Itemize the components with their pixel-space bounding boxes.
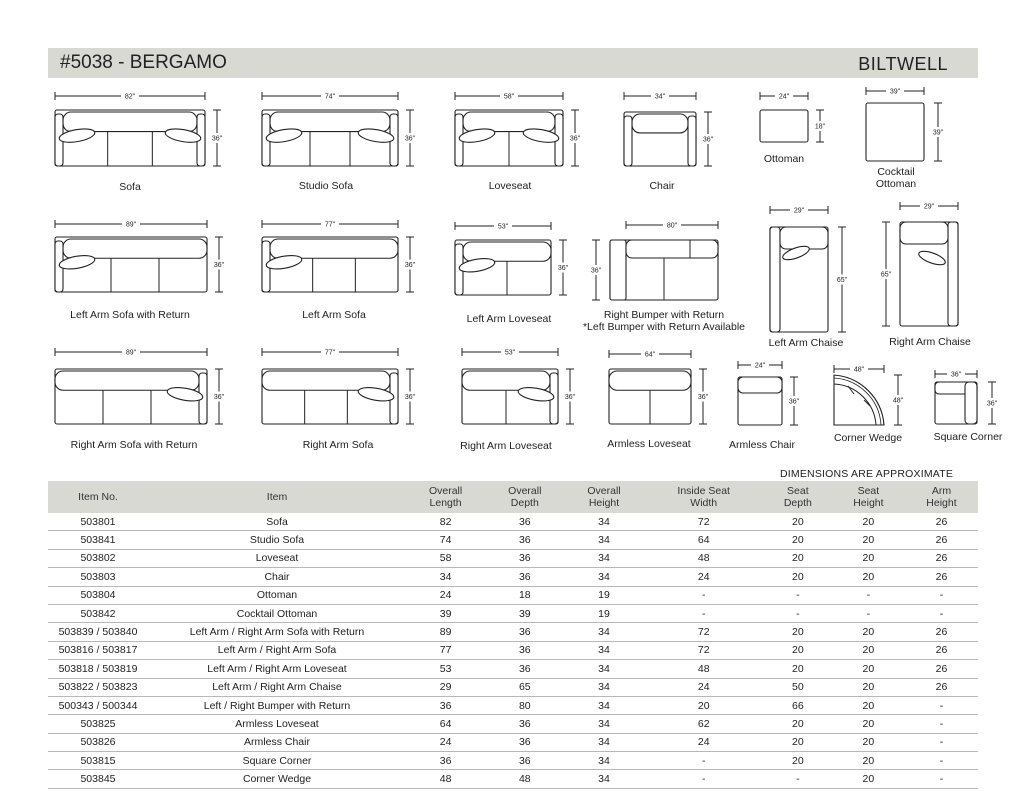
table-cell: 34	[564, 696, 643, 714]
table-cell: 503841	[48, 531, 148, 549]
armless-chair-drawing	[729, 360, 801, 451]
table-cell: 34	[564, 678, 643, 696]
table-cell: 20	[832, 531, 905, 549]
table-cell: -	[764, 604, 832, 622]
svg-text:Square Corner: Square Corner	[933, 431, 1003, 443]
column-header: Inside Seat Width	[677, 485, 730, 509]
table-cell: 82	[406, 513, 485, 531]
table-cell: 34	[406, 568, 485, 586]
svg-text:Studio Sofa: Studio Sofa	[298, 180, 354, 192]
svg-text:Ottoman: Ottoman	[763, 153, 805, 165]
svg-text:Cocktail: Cocktail	[877, 166, 915, 178]
svg-text:29": 29"	[923, 203, 935, 211]
table-row	[48, 641, 978, 659]
svg-text:36": 36"	[404, 394, 416, 401]
svg-text:48": 48"	[853, 366, 865, 374]
table-cell: 65	[485, 678, 564, 696]
table-cell: 34	[564, 513, 643, 531]
svg-text:39": 39"	[932, 129, 944, 137]
svg-text:89": 89"	[125, 221, 137, 229]
left-arm-sofa-return-drawing	[55, 219, 226, 321]
table-cell: 72	[644, 623, 764, 641]
table-cell: 20	[764, 623, 832, 641]
svg-text:24": 24"	[778, 93, 790, 101]
table-cell: 39	[406, 604, 485, 622]
table-cell: 20	[764, 568, 832, 586]
table-cell: -	[905, 604, 978, 622]
table-cell: 19	[564, 604, 643, 622]
left-arm-chaise-drawing	[769, 205, 849, 349]
table-cell: 34	[564, 549, 643, 567]
svg-text:24": 24"	[754, 362, 766, 370]
left-arm-loveseat-drawing	[455, 221, 570, 325]
svg-text:Armless Chair: Armless Chair	[729, 439, 795, 451]
table-cell: 36	[485, 513, 564, 531]
svg-text:36": 36"	[564, 394, 576, 401]
svg-text:Left Arm Sofa: Left Arm Sofa	[302, 309, 366, 321]
table-cell: -	[764, 586, 832, 604]
table-cell: -	[905, 770, 978, 788]
table-cell: 36	[406, 752, 485, 770]
svg-text:36": 36"	[569, 135, 581, 143]
table-cell: -	[905, 586, 978, 604]
table-cell: 53	[406, 660, 485, 678]
svg-text:34": 34"	[654, 93, 666, 101]
svg-text:Loveseat: Loveseat	[488, 180, 532, 192]
right-arm-chaise-drawing	[879, 201, 971, 348]
table-cell: 34	[564, 623, 643, 641]
table-cell: 34	[564, 715, 643, 733]
table-cell: Cocktail Ottoman	[148, 604, 406, 622]
table-cell: Left Arm / Right Arm Sofa	[148, 641, 406, 659]
table-cell: 503826	[48, 733, 148, 751]
loveseat-drawing	[455, 91, 582, 192]
svg-text:Right Arm Chaise: Right Arm Chaise	[889, 336, 971, 348]
table-cell: 26	[905, 549, 978, 567]
svg-text:*Left Bumper with Return Avail: *Left Bumper with Return Available	[582, 321, 746, 333]
table-cell: 20	[832, 660, 905, 678]
table-cell: 72	[644, 513, 764, 531]
table-row	[48, 678, 978, 696]
svg-text:65": 65"	[880, 271, 892, 279]
table-cell: Left Arm / Right Arm Sofa with Return	[148, 623, 406, 641]
svg-text:36": 36"	[697, 394, 709, 401]
svg-text:Sofa: Sofa	[119, 181, 141, 193]
svg-text:Right Arm Sofa with Return: Right Arm Sofa with Return	[70, 439, 198, 451]
dimensions-note: DIMENSIONS ARE APPROXIMATE	[780, 468, 954, 480]
table-cell: 66	[764, 696, 832, 714]
svg-text:74": 74"	[324, 93, 336, 101]
table-cell: 58	[406, 549, 485, 567]
armless-loveseat-drawing	[607, 349, 710, 450]
table-cell: 36	[485, 641, 564, 659]
table-row	[48, 770, 978, 788]
table-cell: 24	[406, 586, 485, 604]
sofa-drawing	[55, 91, 224, 193]
table-cell: 20	[832, 770, 905, 788]
table-row	[48, 752, 978, 770]
table-cell: 34	[564, 641, 643, 659]
table-cell: 20	[764, 715, 832, 733]
table-row	[48, 623, 978, 641]
table-cell: 34	[564, 660, 643, 678]
table-cell: 20	[764, 641, 832, 659]
table-cell: 39	[485, 604, 564, 622]
table-cell: 24	[406, 733, 485, 751]
svg-text:Right Arm Loveseat: Right Arm Loveseat	[460, 440, 552, 452]
table-cell: 20	[832, 752, 905, 770]
table-cell: 503801	[48, 513, 148, 531]
table-cell: 24	[644, 733, 764, 751]
table-cell: 36	[485, 568, 564, 586]
table-cell: 36	[485, 660, 564, 678]
svg-text:65": 65"	[836, 277, 848, 284]
table-cell: 20	[764, 660, 832, 678]
table-cell: 74	[406, 531, 485, 549]
table-cell: 36	[485, 549, 564, 567]
table-cell: 503822 / 503823	[48, 678, 148, 696]
right-bumper-return-drawing	[583, 220, 745, 333]
table-row	[48, 549, 978, 567]
table-cell: -	[905, 715, 978, 733]
brand-logo: BILTWELL	[858, 54, 948, 74]
table-cell: 89	[406, 623, 485, 641]
svg-text:36": 36"	[590, 267, 602, 275]
table-cell: 20	[832, 733, 905, 751]
table-cell: Chair	[148, 568, 406, 586]
table-cell: 26	[905, 513, 978, 531]
dimensions-table	[48, 481, 978, 789]
svg-text:36": 36"	[213, 262, 225, 269]
table-cell: 36	[485, 752, 564, 770]
table-cell: 24	[644, 678, 764, 696]
table-cell: 503818 / 503819	[48, 660, 148, 678]
svg-text:77": 77"	[324, 349, 336, 357]
svg-text:29": 29"	[793, 207, 805, 215]
table-cell: 34	[564, 752, 643, 770]
table-cell: Corner Wedge	[148, 770, 406, 788]
corner-wedge-drawing	[834, 364, 905, 444]
table-cell: 20	[832, 623, 905, 641]
right-arm-loveseat-drawing	[460, 347, 577, 452]
table-cell: 48	[644, 549, 764, 567]
svg-text:Left Arm Loveseat: Left Arm Loveseat	[466, 313, 552, 325]
table-cell: 26	[905, 623, 978, 641]
table-cell: -	[764, 770, 832, 788]
svg-text:82": 82"	[124, 93, 136, 101]
table-cell: 19	[564, 586, 643, 604]
table-cell: 26	[905, 568, 978, 586]
table-cell: Left Arm / Right Arm Chaise	[148, 678, 406, 696]
table-row	[48, 568, 978, 586]
table-cell: Armless Chair	[148, 733, 406, 751]
table-cell: 20	[832, 696, 905, 714]
table-cell: -	[832, 604, 905, 622]
svg-text:48": 48"	[892, 397, 904, 405]
svg-text:36": 36"	[404, 135, 416, 143]
table-cell: 64	[406, 715, 485, 733]
svg-text:18": 18"	[814, 123, 826, 131]
table-cell: -	[644, 752, 764, 770]
svg-text:64": 64"	[644, 351, 656, 359]
table-body	[48, 513, 978, 788]
svg-text:Corner Wedge: Corner Wedge	[833, 432, 903, 444]
table-cell: 36	[406, 696, 485, 714]
table-cell: 36	[485, 531, 564, 549]
svg-text:36": 36"	[211, 135, 223, 143]
table-cell: 72	[644, 641, 764, 659]
table-cell: -	[644, 586, 764, 604]
svg-text:Left Arm Sofa with Return: Left Arm Sofa with Return	[70, 309, 190, 321]
table-cell: -	[905, 752, 978, 770]
svg-text:53": 53"	[497, 223, 509, 231]
table-cell: 20	[764, 752, 832, 770]
table-cell: -	[905, 733, 978, 751]
column-header: Seat Depth	[783, 485, 812, 509]
table-cell: 26	[905, 641, 978, 659]
column-header: Item	[266, 491, 288, 503]
table-cell: 20	[764, 513, 832, 531]
column-header: Overall Depth	[508, 485, 542, 509]
table-cell: -	[832, 586, 905, 604]
svg-text:Left Arm Chaise: Left Arm Chaise	[768, 337, 844, 349]
svg-text:58": 58"	[503, 93, 515, 101]
square-corner-drawing	[934, 369, 1003, 443]
table-row	[48, 531, 978, 549]
svg-text:36": 36"	[950, 371, 962, 379]
table-cell: 20	[764, 531, 832, 549]
svg-text:36": 36"	[557, 265, 569, 272]
table-row	[48, 715, 978, 733]
table-header-row	[48, 481, 978, 513]
table-cell: 503816 / 503817	[48, 641, 148, 659]
table-cell: 48	[485, 770, 564, 788]
table-cell: 26	[905, 660, 978, 678]
table-cell: Square Corner	[148, 752, 406, 770]
svg-text:36": 36"	[404, 262, 416, 269]
column-header: Seat Height	[853, 485, 884, 509]
table-cell: 20	[832, 568, 905, 586]
column-header: Overall Height	[587, 485, 621, 509]
table-cell: Ottoman	[148, 586, 406, 604]
svg-text:36": 36"	[702, 136, 714, 144]
svg-text:Right Arm Sofa: Right Arm Sofa	[302, 439, 374, 451]
svg-text:Chair: Chair	[649, 180, 675, 192]
table-cell: 34	[564, 531, 643, 549]
table-row	[48, 696, 978, 714]
table-cell: 503802	[48, 549, 148, 567]
table-cell: Loveseat	[148, 549, 406, 567]
table-row	[48, 513, 978, 531]
table-cell: 20	[644, 696, 764, 714]
table-cell: 48	[644, 660, 764, 678]
table-cell: 503845	[48, 770, 148, 788]
table-cell: 34	[564, 733, 643, 751]
cocktail-ottoman-drawing	[866, 86, 945, 190]
table-cell: Armless Loveseat	[148, 715, 406, 733]
table-cell: 50	[764, 678, 832, 696]
ottoman-drawing	[760, 91, 827, 165]
column-header: Arm Height	[926, 485, 957, 509]
table-cell: 36	[485, 715, 564, 733]
right-arm-sofa-return-drawing	[55, 347, 226, 451]
svg-text:80": 80"	[666, 222, 678, 230]
column-header: Item No.	[78, 491, 118, 503]
table-cell: 20	[832, 513, 905, 531]
table-row	[48, 604, 978, 622]
right-arm-sofa-drawing	[262, 347, 417, 451]
table-cell: 80	[485, 696, 564, 714]
table-cell: 29	[406, 678, 485, 696]
svg-text:39": 39"	[889, 88, 901, 96]
table-cell: 503815	[48, 752, 148, 770]
table-cell: -	[905, 696, 978, 714]
svg-text:Armless Loveseat: Armless Loveseat	[607, 438, 691, 450]
column-header: Overall Length	[428, 485, 463, 509]
svg-text:Ottoman: Ottoman	[875, 178, 917, 190]
table-cell: Left Arm / Right Arm Loveseat	[148, 660, 406, 678]
table-cell: -	[644, 604, 764, 622]
table-cell: 36	[485, 733, 564, 751]
table-row	[48, 660, 978, 678]
svg-text:89": 89"	[125, 349, 137, 357]
table-cell: 20	[832, 678, 905, 696]
table-cell: 503803	[48, 568, 148, 586]
table-cell: 34	[564, 770, 643, 788]
table-cell: 62	[644, 715, 764, 733]
table-cell: 20	[832, 549, 905, 567]
studio-sofa-drawing	[262, 91, 417, 192]
svg-text:53": 53"	[504, 349, 516, 357]
table-cell: 77	[406, 641, 485, 659]
chair-drawing	[624, 91, 715, 192]
svg-text:Right Bumper with Return: Right Bumper with Return	[603, 309, 725, 321]
table-cell: 26	[905, 678, 978, 696]
table-cell: 34	[564, 568, 643, 586]
svg-text:77": 77"	[324, 221, 336, 229]
table-cell: 20	[764, 549, 832, 567]
left-arm-sofa-drawing	[262, 219, 417, 321]
svg-text:36": 36"	[986, 400, 998, 408]
table-cell: Sofa	[148, 513, 406, 531]
table-cell: 500343 / 500344	[48, 696, 148, 714]
table-cell: 18	[485, 586, 564, 604]
table-row	[48, 586, 978, 604]
table-cell: 36	[485, 623, 564, 641]
table-cell: 503839 / 503840	[48, 623, 148, 641]
table-cell: 503842	[48, 604, 148, 622]
table-cell: 26	[905, 531, 978, 549]
table-cell: 20	[764, 733, 832, 751]
table-cell: 503825	[48, 715, 148, 733]
table-cell: 20	[832, 641, 905, 659]
table-cell: Studio Sofa	[148, 531, 406, 549]
table-cell: 48	[406, 770, 485, 788]
table-cell: Left / Right Bumper with Return	[148, 696, 406, 714]
svg-text:36": 36"	[788, 398, 800, 406]
table-cell: -	[644, 770, 764, 788]
table-cell: 20	[832, 715, 905, 733]
table-row	[48, 733, 978, 751]
table-cell: 24	[644, 568, 764, 586]
table-cell: 503804	[48, 586, 148, 604]
table-cell: 64	[644, 531, 764, 549]
page-title: #5038 - BERGAMO	[60, 52, 227, 73]
svg-text:36": 36"	[213, 394, 225, 401]
